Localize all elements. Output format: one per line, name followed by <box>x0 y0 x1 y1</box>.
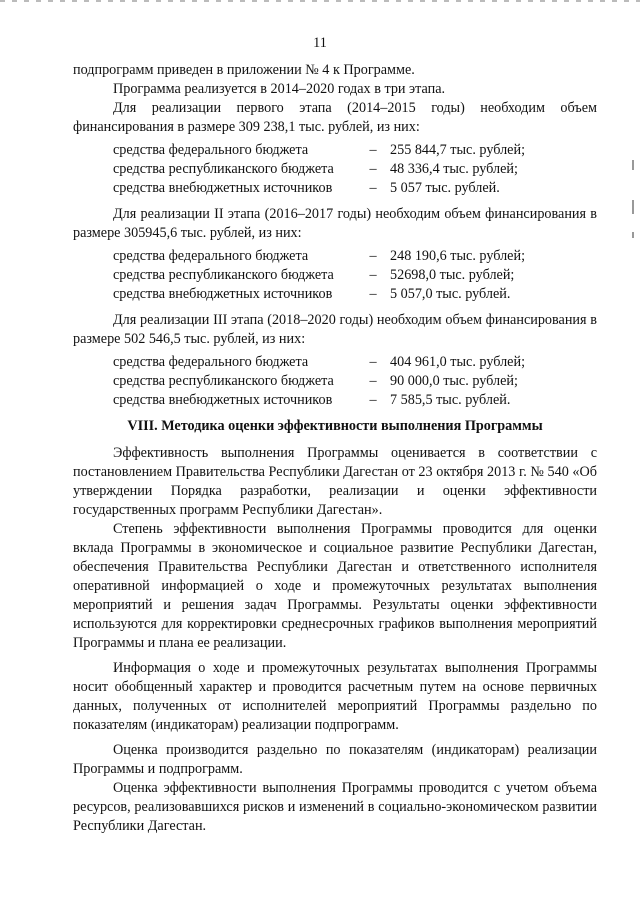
funding-amount: 48 336,4 тыс. рублей; <box>390 161 518 177</box>
funding-amount: 248 190,6 тыс. рублей; <box>390 248 526 264</box>
funding-dash: – <box>369 180 377 196</box>
funding-row <box>73 391 597 410</box>
paragraph-4: Оценка производится раздельно по показателям (индикаторам) реализации Программы и подпрограмм. <box>73 742 597 777</box>
funding-dash: – <box>369 392 377 408</box>
paragraph-5: Оценка эффективности выполнения Программы проводится с учетом объема ресурсов, реализовавшихся рисков и изменений в социально-экономическом развитии Республики Дагестан. <box>73 780 597 834</box>
funding-amount: 7 585,5 тыс. рублей. <box>390 392 511 408</box>
stage-3-funding-list <box>73 353 597 410</box>
funding-source-label: средства республиканского бюджета <box>113 267 334 283</box>
funding-dash: – <box>369 267 377 283</box>
funding-dash: – <box>369 286 377 302</box>
scan-top-edge <box>0 0 640 2</box>
stage-3-intro: Для реализации III этапа (2018–2020 годы) необходим объем финансирования в размере 502 546,5 тыс. рублей, из них: <box>73 312 597 347</box>
funding-dash: – <box>369 354 377 370</box>
funding-row <box>73 179 597 198</box>
scan-margin-mark <box>632 160 634 170</box>
funding-dash: – <box>369 142 377 158</box>
page-number: 11 <box>313 35 327 51</box>
funding-dash: – <box>369 248 377 264</box>
funding-source-label: средства федерального бюджета <box>113 142 309 158</box>
funding-row <box>73 353 597 372</box>
funding-row <box>73 141 597 160</box>
funding-amount: 255 844,7 тыс. рублей; <box>390 142 526 158</box>
funding-row <box>73 160 597 179</box>
stage-2-funding-list <box>73 247 597 304</box>
funding-row <box>73 285 597 304</box>
funding-source-label: средства внебюджетных источников <box>113 392 333 408</box>
funding-source-label: средства федерального бюджета <box>113 354 309 370</box>
funding-amount: 5 057,0 тыс. рублей. <box>390 286 511 302</box>
scan-margin-mark <box>632 232 634 238</box>
section-heading: VIII. Методика оценки эффективности выполнения Программы <box>127 418 543 434</box>
stage-1-intro: Для реализации первого этапа (2014–2015 годы) необходим объем финансирования в размере 309 238,1 тыс. рублей, из них: <box>73 100 597 135</box>
funding-dash: – <box>369 373 377 389</box>
stage-2-intro: Для реализации II этапа (2016–2017 годы) необходим объем финансирования в размере 305945,6 тыс. рублей, из них: <box>73 206 597 241</box>
funding-row <box>73 247 597 266</box>
funding-row <box>73 372 597 391</box>
document-body <box>73 61 597 836</box>
scan-margin-mark <box>632 200 634 214</box>
funding-source-label: средства республиканского бюджета <box>113 161 334 177</box>
paragraph-3: Информация о ходе и промежуточных результатах выполнения Программы носит обобщенный характер и проводится расчетным путем на основе первичных данных, полученных от исполнителей мероприятий Программы раздельно по показателям (индикаторам) реализации подпрограмм. <box>73 660 597 733</box>
funding-dash: – <box>369 161 377 177</box>
intro-line-1: подпрограмм приведен в приложении № 4 к Программе. <box>73 62 415 78</box>
funding-amount: 404 961,0 тыс. рублей; <box>390 354 526 370</box>
funding-row <box>73 266 597 285</box>
funding-source-label: средства внебюджетных источников <box>113 180 333 196</box>
funding-source-label: средства федерального бюджета <box>113 248 309 264</box>
funding-amount: 52698,0 тыс. рублей; <box>390 267 515 283</box>
intro-line-2: Программа реализуется в 2014–2020 годах в три этапа. <box>113 81 446 97</box>
funding-amount: 90 000,0 тыс. рублей; <box>390 373 518 389</box>
paragraph-2: Степень эффективности выполнения Программы проводится для оценки вклада Программы в экономическое и социальное развитие Республики Дагестан, обеспечения Правительства Республики Дагестан и ответственного исполнителя оперативной информацией о ходе и промежуточных результатах выполнения мероприятий и решения задач Программы. Результаты оценки эффективности используются для корректировки среднесрочных графиков выполнения мероприятий Программы и плана ее реализации. <box>73 521 597 651</box>
funding-source-label: средства республиканского бюджета <box>113 373 334 389</box>
funding-source-label: средства внебюджетных источников <box>113 286 333 302</box>
stage-1-funding-list <box>73 141 597 198</box>
paragraph-1: Эффективность выполнения Программы оценивается в соответствии с постановлением Правительства Республики Дагестан от 23 октября 2013 г. № 540 «Об утверждении Порядка разработки, реализации и оценки эффективности государственных программ Республики Дагестан». <box>73 445 597 518</box>
funding-amount: 5 057 тыс. рублей. <box>390 180 500 196</box>
